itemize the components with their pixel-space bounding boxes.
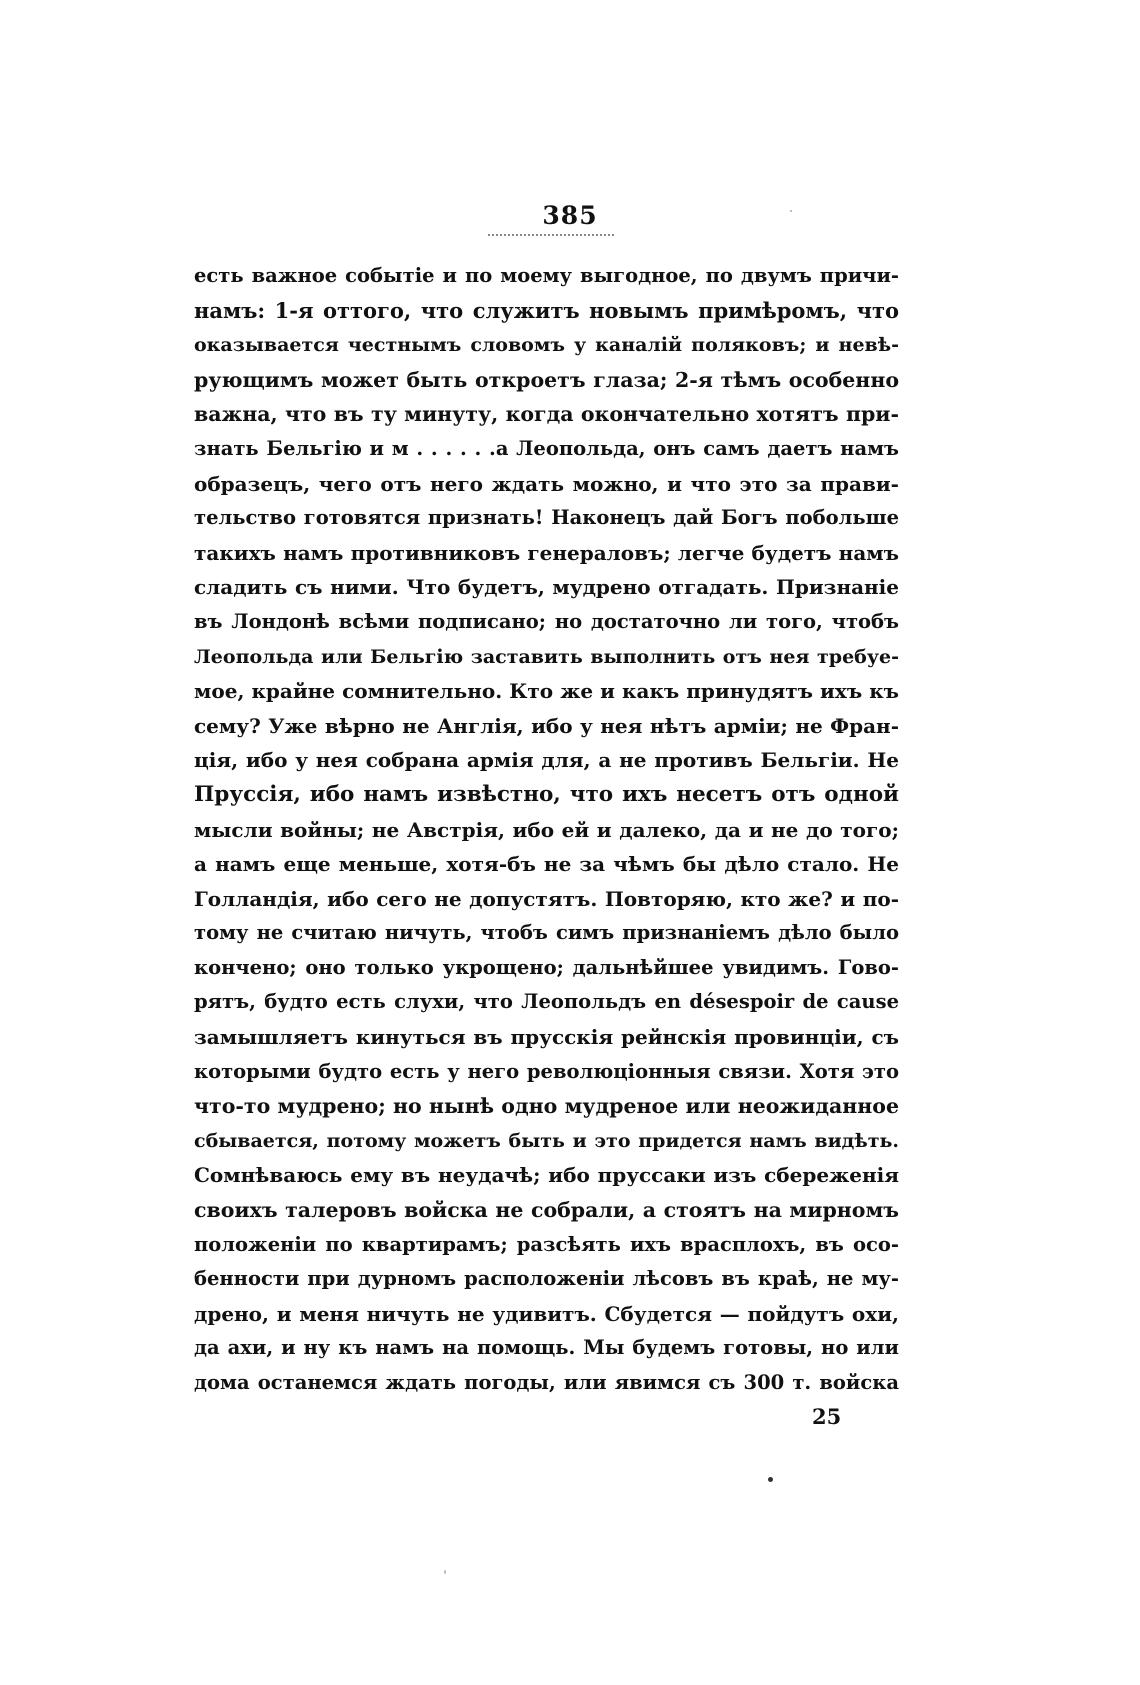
text-line: да ахи, и ну къ намъ на помощь. Мы будемъ готовы, но или [194,1336,899,1360]
text-line: Пруссія, ибо намъ извѣстно, что ихъ несетъ отъ одной [194,781,899,807]
text-line: сладить съ ними. Что будетъ, мудрено отгадать. Признаніе [194,575,899,600]
text-line: кончено; оно только укрощено; дальнѣйшее увидимъ. Гово- [194,955,899,979]
text-line: такихъ намъ противниковъ генераловъ; легче будетъ намъ [194,540,899,565]
text-line: рующимъ может быть откроетъ глаза; 2-я тѣмъ особенно [194,367,899,392]
text-line: ція, ибо у нея собрана армія для, а не противъ Бельгіи. Не [194,748,899,773]
text-line: важна, что въ ту минуту, когда окончательно хотятъ при- [194,402,899,427]
body-text [194,259,899,1401]
text-line: тому не считаю ничуть, чтобъ симъ признаніемъ дѣло было [194,921,899,945]
text-line: сбывается, потому можетъ быть и это придется намъ видѣть. [194,1129,899,1152]
page-number: 385 [542,201,598,230]
text-line: мысли войны; не Австрія, ибо ей и далеко, да и не до того; [194,817,899,842]
text-line: тельство готовятся признать! Наконецъ дай Богъ побольше [194,506,899,530]
text-line: положеніи по квартирамъ; разсѣять ихъ врасплохъ, въ осо- [194,1232,899,1256]
text-line: а намъ еще меньше, хотя-бъ не за чѣмъ бы дѣло стало. Не [194,852,899,877]
text-line: дрено, и меня ничуть не удивитъ. Сбудется — пойдутъ охи, [194,1301,899,1326]
header-rule [488,234,614,236]
text-line: есть важное событіе и по моему выгодное, по двумъ причи- [194,264,899,287]
text-line: бенности при дурномъ расположеніи лѣсовъ въ краѣ, не му- [194,1267,899,1291]
text-line: что-то мудрено; но нынѣ одно мудреное или неожиданное [194,1094,899,1119]
text-line: сему? Уже вѣрно не Англія, ибо у нея нѣтъ арміи; не Фран- [194,713,899,738]
text-line: замышляетъ кинуться въ прусскія рейнскія провинціи, съ [194,1025,899,1050]
scan-speck [768,1477,773,1482]
text-line: Сомнѣваюсь ему въ неудачѣ; ибо пруссаки изъ сбереженія [194,1163,899,1188]
scan-speck [790,210,792,212]
text-line: которыми будто есть у него революціонныя связи. Хотя это [194,1059,899,1083]
text-line: оказывается честнымъ словомъ у каналій поляковъ; и невѣ- [194,334,899,357]
text-line: въ Лондонѣ всѣми подписано; но достаточно ли того, чтобъ [194,609,899,633]
text-line: Голландія, ибо сего не допустятъ. Повторяю, кто же? и по- [194,886,899,911]
text-line: знать Бельгію и м . . . . . .а Леопольда, онъ самъ даетъ намъ [194,436,899,460]
text-line: дома останемся ждать погоды, или явимся съ 300 т. войска [194,1371,899,1394]
signature-mark: 25 [812,1404,842,1429]
scan-speck [444,1570,446,1574]
text-line: Леопольда или Бельгію заставить выполнить отъ нея требуе- [194,645,899,668]
text-line: своихъ талеровъ войска не собрали, а стоятъ на мирномъ [194,1198,899,1223]
text-line: образецъ, чего отъ него ждать можно, и что это за прави- [194,471,899,496]
text-line: намъ: 1-я оттого, что служитъ новымъ примѣромъ, что [194,297,899,323]
text-line: рятъ, будто есть слухи, что Леопольдъ en désespoir de cause [194,990,899,1014]
text-line: мое, крайне сомнительно. Кто же и какъ принудятъ ихъ къ [194,679,899,704]
